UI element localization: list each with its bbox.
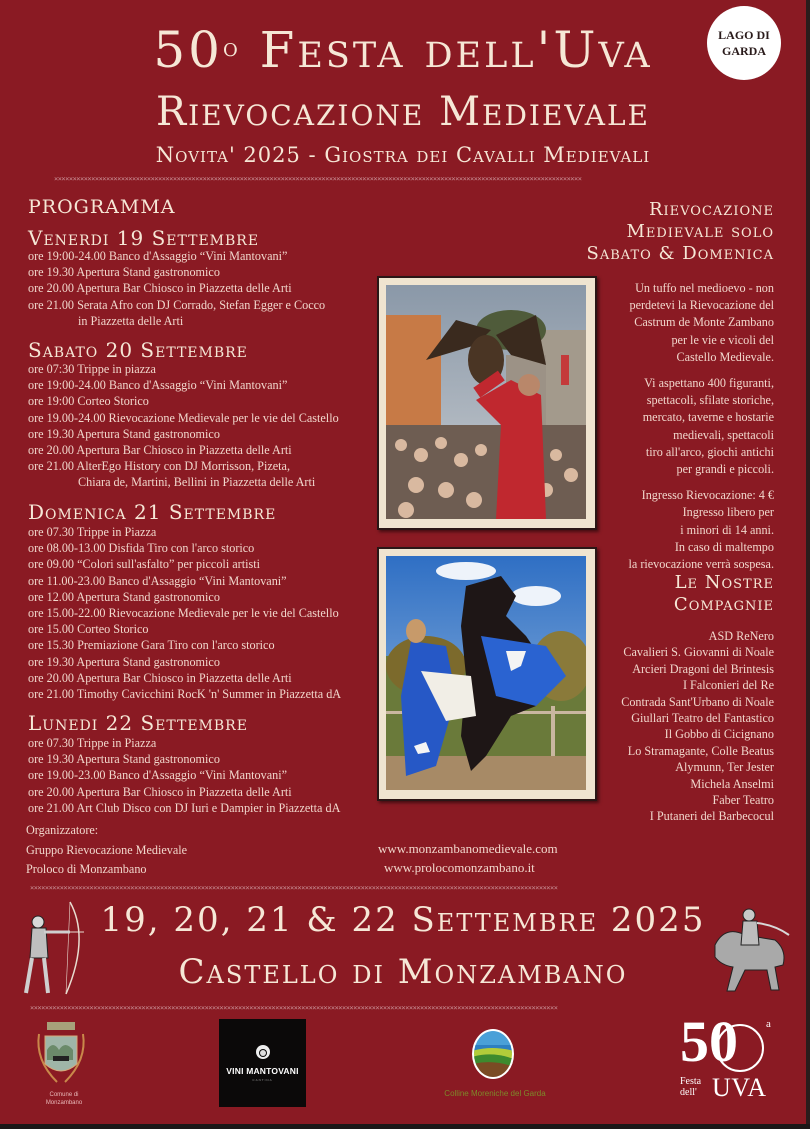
colline-moreniche-logo: [472, 1029, 514, 1079]
event-item: ore 09.00 “Colori sull'asfalto” per piccoli artisti: [28, 557, 261, 572]
event-item: ore 20.00 Apertura Bar Chiosco in Piazzetta delle Arti: [28, 784, 292, 799]
organizer-line: Gruppo Rievocazione Medievale: [26, 843, 188, 857]
horse-image: [386, 556, 588, 792]
company-item: Arcieri Dragoni del Brintesis: [632, 661, 774, 676]
website-link[interactable]: www.monzambanomedievale.com: [378, 841, 558, 856]
event-item: ore 19.30 Apertura Stand gastronomico: [28, 654, 220, 669]
knight-on-horse-illustration: [705, 905, 795, 995]
falconer-image: [386, 285, 588, 521]
event-item: Chiara de, Martini, Bellini in Piazzetta delle Arti: [78, 475, 316, 490]
event-item: ore 15.00-22.00 Rievocazione Medievale per le vie del Castello: [28, 606, 339, 621]
event-list-domenica: [28, 524, 378, 702]
divider: ××××××××××××××××××××××××××××××××××××××××××××××××××××××××××××××××××××××××××××××××××××××××××××××××××××××××××××××××××××××××××××××××××××××××××××××: [30, 884, 558, 892]
program-heading: PROGRAMMA: [28, 196, 176, 218]
event-item: ore 07:30 Trippe in piazza: [28, 362, 156, 376]
event-item: ore 11.00-23.00 Banco d'Assaggio “Vini Mantovani”: [28, 573, 287, 588]
falconer-photo: [377, 276, 597, 530]
company-item: I Falconieri del Re: [682, 678, 774, 693]
event-item: ore 19.00-23.00 Banco d'Assaggio “Vini Mantovani”: [28, 768, 288, 783]
rievocazione-description: Un tuffo nel medioevo - non perdetevi la Rievocazione del Castrum de Monte Zambano per le vie e vicoli del Castello Medievale. Vi aspettano 400 figuranti, spettacoli, sfilate storiche, mercato, taverne e hostarie medievali, spettacoli tiro all'arco, giochi antichi per grandi e piccoli. Ingresso Rievocazione: 4 € Ingresso libero per i minori di 14 anni. In caso di maltempo la rievocazione verrà sospesa.: [628, 281, 774, 572]
festa-uva-50-logo: 50 a Festa dell' UVA: [680, 1009, 771, 1102]
company-item: Michela Anselmi: [690, 776, 774, 791]
event-item: ore 19.30 Apertura Stand gastronomico: [28, 265, 220, 280]
event-list-lunedi: [28, 735, 378, 816]
company-item: Contrada Sant'Urbano di Noale: [621, 694, 774, 709]
website-link[interactable]: www.prolocomonzambano.it: [384, 860, 535, 875]
companies-list: [564, 628, 774, 825]
event-item: ore 19:00-24.00 Banco d'Assaggio “Vini Mantovani”: [28, 249, 288, 263]
lago-di-garda-badge: LAGO DI GARDA: [707, 6, 781, 80]
company-item: Faber Teatro: [712, 793, 774, 808]
event-venue: Castello di Monzambano: [178, 952, 628, 992]
event-item: ore 21.00 AlterEgo History con DJ Morrisson, Pizeta,: [28, 459, 290, 474]
event-item: ore 19:00 Corteo Storico: [28, 394, 149, 409]
event-item: ore 15.30 Premiazione Gara Tiro con l'arco storico: [28, 638, 275, 653]
event-item: ore 20.00 Apertura Bar Chiosco in Piazzetta delle Arti: [28, 670, 292, 685]
event-item: ore 20.00 Apertura Bar Chiosco in Piazzetta delle Arti: [28, 443, 292, 458]
archer-illustration: [18, 898, 88, 998]
event-item: ore 19:00-24.00 Banco d'Assaggio “Vini Mantovani”: [28, 378, 288, 393]
company-item: Giullari Teatro del Fantastico: [631, 711, 774, 726]
event-list-sabato: [28, 361, 378, 491]
company-item: Cavalieri S. Giovanni di Noale: [623, 645, 774, 660]
day-heading-domenica: Domenica 21 Settembre: [28, 500, 277, 524]
companies-heading: Le Nostre Compagnie: [673, 572, 774, 615]
comune-coat-of-arms-logo: [33, 1020, 89, 1090]
tagline: Novita' 2025 - Giostra dei Cavalli Medievali: [155, 143, 651, 167]
event-item: ore 12.00 Apertura Stand gastronomico: [28, 589, 220, 604]
subtitle: Rievocazione Medievale: [156, 89, 650, 135]
divider: ××××××××××××××××××××××××××××××××××××××××××××××××××××××××××××××××××××××××××××××××××××××××××××××××××××××××××××××××××××××××××××××××××××××××××××××: [54, 175, 582, 183]
company-item: Lo Stramagante, Colle Beatus: [627, 743, 774, 758]
event-item: ore 19.00-24.00 Rievocazione Medievale per le vie del Castello: [28, 410, 339, 425]
event-item: in Piazzetta delle Arti: [78, 313, 184, 328]
event-list-venerdi: [28, 248, 378, 329]
vini-face-icon: [255, 1044, 271, 1062]
event-item: ore 21.00 Art Club Disco con DJ Iuri e Dampier in Piazzetta dA: [28, 800, 341, 815]
event-item: ore 20.00 Apertura Bar Chiosco in Piazzetta delle Arti: [28, 281, 292, 296]
vini-mantovani-logo: VINI MANTOVANI CANTINA: [219, 1019, 306, 1107]
event-item: ore 15.00 Corteo Storico: [28, 622, 149, 637]
castle-emblem-icon: [716, 1024, 764, 1072]
event-item: ore 19.30 Apertura Stand gastronomico: [28, 752, 220, 767]
company-item: Il Gobbo di Cicignano: [664, 727, 774, 742]
event-dates: 19, 20, 21 & 22 Settembre 2025: [100, 900, 706, 940]
company-item: Alymunn, Ter Jester: [675, 760, 774, 775]
event-item: ore 21.00 Serata Afro con DJ Corrado, Stefan Egger e Cocco: [28, 297, 326, 312]
event-item: ore 21.00 Timothy Cavicchini RocK 'n' Summer in Piazzetta dA: [28, 687, 342, 702]
right-edge: [806, 0, 810, 1129]
company-item: ASD ReNero: [708, 629, 774, 643]
colline-logo-label: Colline Moreniche del Garda: [444, 1089, 546, 1098]
bottom-edge: [0, 1124, 810, 1129]
organizer-line: Proloco di Monzambano: [26, 862, 147, 876]
event-item: ore 19.30 Apertura Stand gastronomico: [28, 426, 220, 441]
organizer-label: Organizzatore:: [26, 823, 99, 837]
day-heading-venerdi: Venerdi 19 Settembre: [28, 226, 260, 250]
day-heading-sabato: Sabato 20 Settembre: [28, 338, 248, 362]
divider: ××××××××××××××××××××××××××××××××××××××××××××××××××××××××××××××××××××××××××××××××××××××××××××××××××××××××××××××××××××××××××××××××××××××××××××××: [30, 1004, 558, 1012]
comune-logo-label: Comune di Monzambano: [45, 1092, 83, 1106]
company-item: I Putaneri del Barbecocul: [649, 809, 774, 824]
day-heading-lunedi: Lunedi 22 Settembre: [28, 711, 248, 735]
event-item: ore 07.30 Trippe in Piazza: [28, 736, 157, 750]
event-item: ore 07.30 Trippe in Piazza: [28, 525, 157, 539]
main-title: 50$^o$ Festa dell'Uva: [153, 21, 653, 79]
event-item: ore 08.00-13.00 Disfida Tiro con l'arco storico: [28, 541, 255, 556]
rievocazione-heading: Rievocazione Medievale solo Sabato & Domenica: [586, 199, 774, 264]
